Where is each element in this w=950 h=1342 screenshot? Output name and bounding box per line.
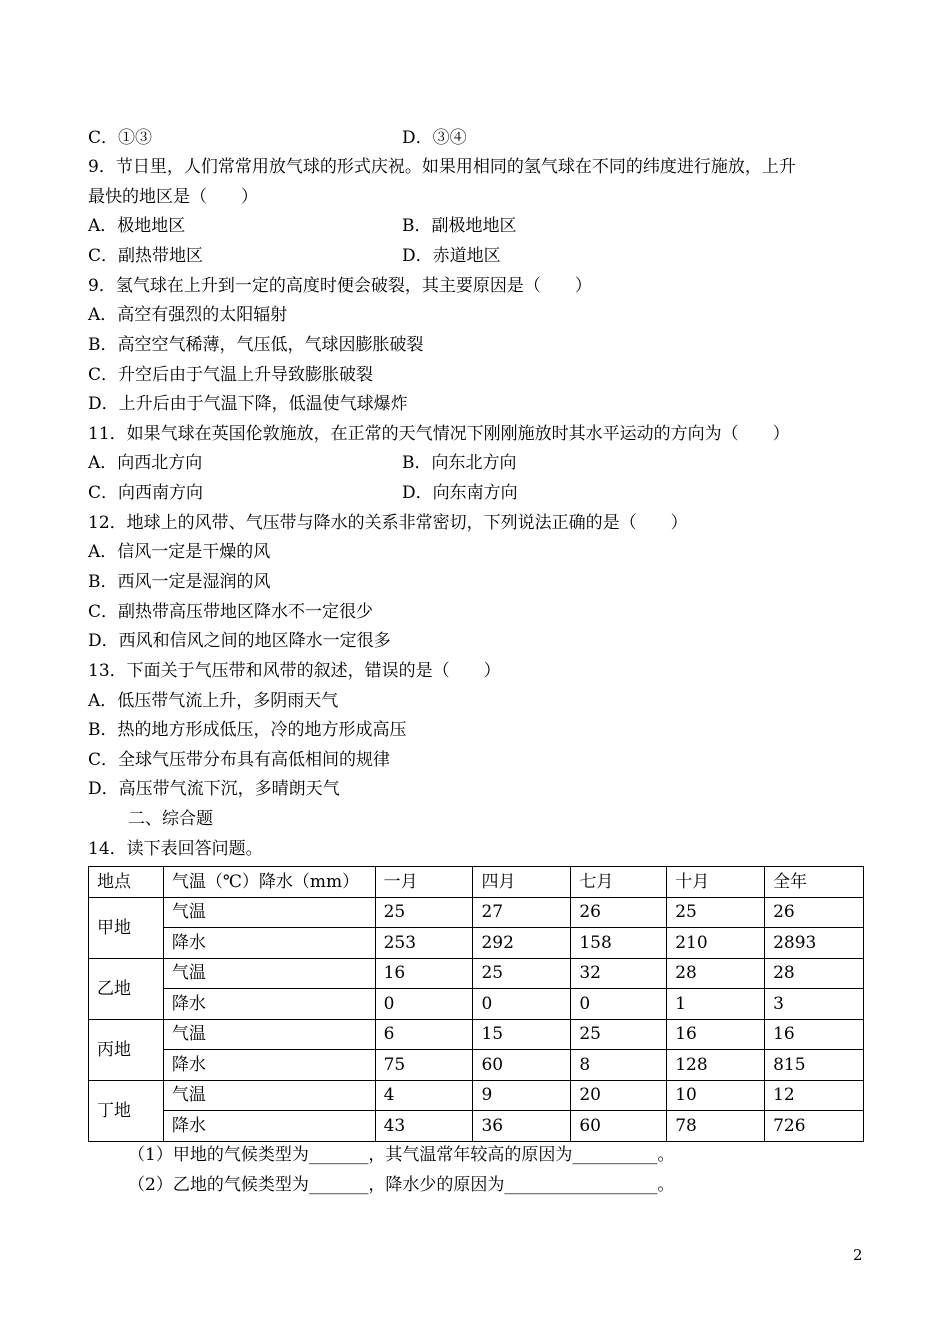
value-cell: 60 bbox=[571, 1111, 667, 1142]
table-row bbox=[89, 1050, 864, 1081]
option-b: B．向东北方向 bbox=[402, 453, 517, 473]
option-c: C．升空后由于气温上升导致膨胀破裂 bbox=[88, 365, 374, 385]
value-cell: 25 bbox=[473, 958, 571, 989]
value-cell: 12 bbox=[765, 1080, 864, 1111]
option-d: D．赤道地区 bbox=[402, 246, 501, 266]
options-row bbox=[88, 482, 518, 504]
row-label-cell: 气温 bbox=[163, 1080, 375, 1111]
value-cell: 9 bbox=[473, 1080, 571, 1111]
value-cell: 128 bbox=[667, 1050, 765, 1081]
row-label-cell: 降水 bbox=[163, 928, 375, 959]
value-cell: 28 bbox=[667, 958, 765, 989]
climate-table bbox=[88, 866, 864, 1142]
option-c: C．全球气压带分布具有高低相间的规律 bbox=[88, 750, 391, 770]
value-cell: 32 bbox=[571, 958, 667, 989]
value-cell: 726 bbox=[765, 1111, 864, 1142]
value-cell: 16 bbox=[375, 958, 473, 989]
row-label-cell: 气温 bbox=[163, 958, 375, 989]
option-a: A．向西北方向 bbox=[88, 453, 203, 473]
option-d: D．③④ bbox=[402, 128, 467, 148]
value-cell: 10 bbox=[667, 1080, 765, 1111]
row-label-cell: 气温 bbox=[163, 897, 375, 928]
section-title: 二、综合题 bbox=[128, 809, 213, 829]
question-9b-stem: 9．氢气球在上升到一定的高度时便会破裂，其主要原因是（ ） bbox=[88, 276, 592, 296]
value-cell: 25 bbox=[667, 897, 765, 928]
question-11-stem: 11．如果气球在英国伦敦施放，在正常的天气情况下刚刚施放时其水平运动的方向为（ ） bbox=[88, 424, 790, 444]
value-cell: 43 bbox=[375, 1111, 473, 1142]
value-cell: 78 bbox=[667, 1111, 765, 1142]
value-cell: 20 bbox=[571, 1080, 667, 1111]
place-cell: 甲地 bbox=[89, 897, 164, 958]
table-row bbox=[89, 1080, 864, 1111]
place-cell: 丙地 bbox=[89, 1019, 164, 1080]
header-cell: 气温（℃）降水（mm） bbox=[163, 867, 375, 898]
options-row bbox=[88, 127, 467, 149]
table-row bbox=[89, 1019, 864, 1050]
row-label-cell: 降水 bbox=[163, 989, 375, 1020]
value-cell: 210 bbox=[667, 928, 765, 959]
question-9-stem: 9．节日里，人们常常用放气球的形式庆祝。如果用相同的氢气球在不同的纬度进行施放，上升 bbox=[88, 157, 796, 177]
table-row bbox=[89, 1111, 864, 1142]
value-cell: 2893 bbox=[765, 928, 864, 959]
question-12-stem: 12．地球上的风带、气压带与降水的关系非常密切，下列说法正确的是（ ） bbox=[88, 513, 688, 533]
value-cell: 3 bbox=[765, 989, 864, 1020]
option-c: C．副热带地区 bbox=[88, 246, 204, 266]
header-cell: 全年 bbox=[765, 867, 864, 898]
table-row bbox=[89, 928, 864, 959]
value-cell: 6 bbox=[375, 1019, 473, 1050]
header-cell: 四月 bbox=[473, 867, 571, 898]
value-cell: 292 bbox=[473, 928, 571, 959]
options-row bbox=[88, 215, 517, 237]
value-cell: 25 bbox=[571, 1019, 667, 1050]
value-cell: 28 bbox=[765, 958, 864, 989]
option-b: B．高空空气稀薄，气压低，气球因膨胀破裂 bbox=[88, 335, 424, 355]
value-cell: 60 bbox=[473, 1050, 571, 1081]
value-cell: 0 bbox=[571, 989, 667, 1020]
value-cell: 75 bbox=[375, 1050, 473, 1081]
option-a: A．高空有强烈的太阳辐射 bbox=[88, 305, 288, 325]
value-cell: 27 bbox=[473, 897, 571, 928]
value-cell: 158 bbox=[571, 928, 667, 959]
option-a: A．极地地区 bbox=[88, 216, 186, 236]
options-row bbox=[88, 452, 517, 474]
question-14-title: 14．读下表回答问题。 bbox=[88, 839, 263, 859]
value-cell: 26 bbox=[765, 897, 864, 928]
table-row bbox=[89, 897, 864, 928]
header-cell: 地点 bbox=[89, 867, 164, 898]
place-cell: 乙地 bbox=[89, 958, 164, 1019]
value-cell: 4 bbox=[375, 1080, 473, 1111]
value-cell: 815 bbox=[765, 1050, 864, 1081]
option-d: D．上升后由于气温下降，低温使气球爆炸 bbox=[88, 394, 408, 414]
row-label-cell: 降水 bbox=[163, 1111, 375, 1142]
option-d: D．高压带气流下沉，多晴朗天气 bbox=[88, 779, 340, 799]
header-cell: 十月 bbox=[667, 867, 765, 898]
value-cell: 0 bbox=[473, 989, 571, 1020]
question-13-stem: 13．下面关于气压带和风带的叙述，错误的是（ ） bbox=[88, 661, 501, 681]
sub-question-2: （2）乙地的气候类型为_______，降水少的原因为__________________。 bbox=[128, 1175, 675, 1195]
value-cell: 0 bbox=[375, 989, 473, 1020]
page-number: 2 bbox=[853, 1246, 863, 1264]
row-label-cell: 降水 bbox=[163, 1050, 375, 1081]
header-cell: 七月 bbox=[571, 867, 667, 898]
option-a: A．低压带气流上升，多阴雨天气 bbox=[88, 691, 339, 711]
option-b: B．热的地方形成低压，冷的地方形成高压 bbox=[88, 720, 407, 740]
value-cell: 16 bbox=[667, 1019, 765, 1050]
value-cell: 36 bbox=[473, 1111, 571, 1142]
value-cell: 25 bbox=[375, 897, 473, 928]
option-b: B．西风一定是湿润的风 bbox=[88, 572, 271, 592]
option-b: B．副极地地区 bbox=[402, 216, 517, 236]
value-cell: 8 bbox=[571, 1050, 667, 1081]
header-cell: 一月 bbox=[375, 867, 473, 898]
option-d: D．西风和信风之间的地区降水一定很多 bbox=[88, 631, 391, 651]
option-d: D．向东南方向 bbox=[402, 483, 518, 503]
option-c: C．①③ bbox=[88, 128, 153, 148]
row-label-cell: 气温 bbox=[163, 1019, 375, 1050]
value-cell: 1 bbox=[667, 989, 765, 1020]
table-row bbox=[89, 989, 864, 1020]
sub-question-1: （1）甲地的气候类型为_______，其气温常年较高的原因为__________。 bbox=[128, 1145, 675, 1165]
table-row bbox=[89, 958, 864, 989]
option-c: C．向西南方向 bbox=[88, 483, 204, 503]
table-header-row bbox=[89, 867, 864, 898]
value-cell: 16 bbox=[765, 1019, 864, 1050]
place-cell: 丁地 bbox=[89, 1080, 164, 1141]
value-cell: 253 bbox=[375, 928, 473, 959]
option-c: C．副热带高压带地区降水不一定很少 bbox=[88, 602, 374, 622]
value-cell: 26 bbox=[571, 897, 667, 928]
value-cell: 15 bbox=[473, 1019, 571, 1050]
options-row bbox=[88, 245, 501, 267]
question-9-stem-cont: 最快的地区是（ ） bbox=[88, 187, 258, 207]
option-a: A．信风一定是干燥的风 bbox=[88, 542, 271, 562]
